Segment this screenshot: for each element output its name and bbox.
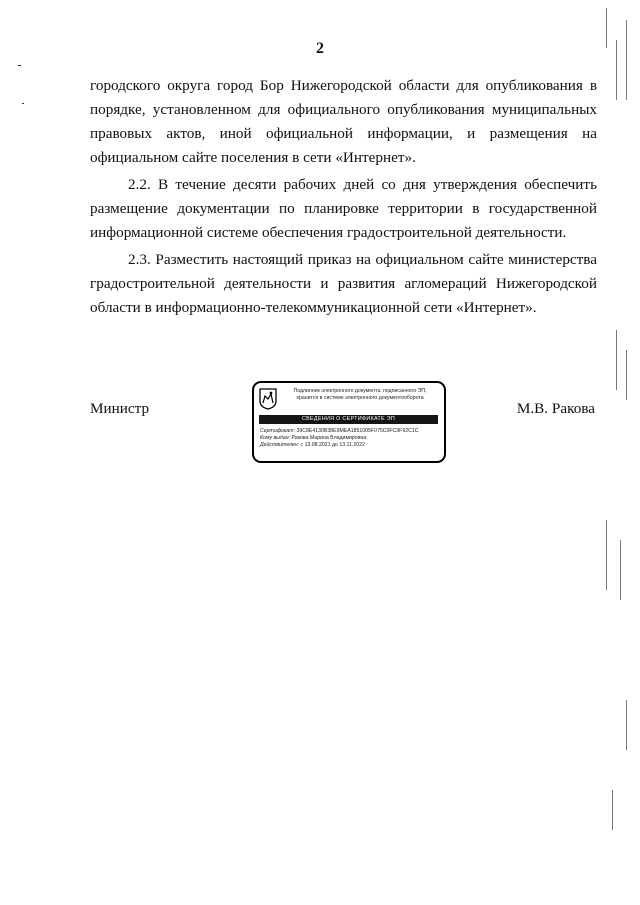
validity-row	[260, 442, 440, 449]
validity-label: Действителен:	[260, 442, 300, 448]
stamp-header-line2: хранится в системе электронного документооборота	[296, 395, 424, 401]
validity-value: с 13.08.2021 до 13.11.2022	[300, 442, 365, 448]
paragraph-2-2: 2.2. В течение десяти рабочих дней со дня утверждения обеспечить размещение документации по планировке территории в государственной информационной системе обеспечения градостроительной деятельности.	[90, 176, 597, 241]
page-number: 2	[316, 40, 324, 57]
electronic-signature-stamp	[252, 381, 446, 463]
owner-label: Кому выдан:	[260, 435, 291, 441]
stamp-certificate-bar: СВЕДЕНИЯ О СЕРТИФИКАТЕ ЭП	[259, 415, 438, 424]
owner-value: Ракова Марина Владимировна	[291, 435, 367, 441]
stamp-details	[260, 428, 440, 449]
scan-edge-artifacts	[602, 0, 632, 905]
paragraph-2-3: 2.3. Разместить настоящий приказ на официальном сайте министерства градостроительной деятельности и развития агломераций Нижегородской области в информационно-телекоммуникационной сети «Интернет».	[90, 251, 597, 316]
signatory-title: Министр	[90, 400, 150, 417]
certificate-value: 39C8E4130B38E9MEA1851005F075C0FC9F92C1C	[296, 428, 419, 434]
certificate-row	[260, 428, 440, 435]
scan-left-mark	[22, 103, 24, 104]
owner-row	[260, 435, 440, 442]
certificate-label: Сертификат:	[260, 428, 296, 434]
coat-of-arms-icon	[259, 388, 277, 410]
signatory-name: М.В. Ракова	[516, 400, 595, 417]
scan-left-mark	[18, 65, 21, 66]
signature-block	[0, 388, 640, 478]
stamp-header	[280, 388, 440, 402]
document-body	[90, 74, 597, 320]
paragraph-continuation: городского округа город Бор Нижегородской области для опубликования в порядке, установленном для официального опубликования муниципальных правовых актов, иной официальной информации, и размещения на официальном сайте поселения в сети «Интернет».	[90, 77, 597, 166]
stamp-header-line1: Подлинник электронного документа, подписанного ЭП,	[293, 388, 427, 394]
